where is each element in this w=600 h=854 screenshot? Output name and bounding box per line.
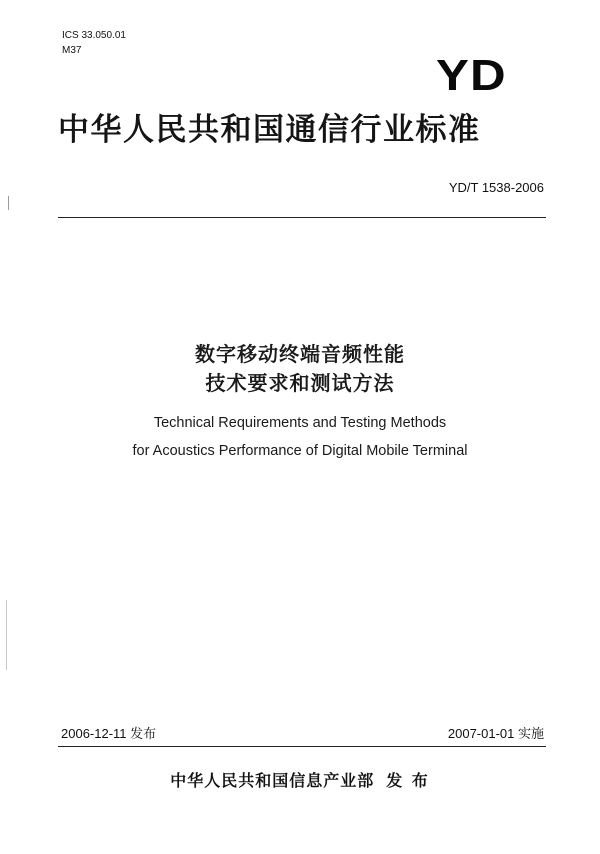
scan-mark-left [8, 196, 9, 210]
document-title-en-line1: Technical Requirements and Testing Methods [153, 415, 447, 431]
top-divider [58, 217, 546, 218]
document-title-cn-line2: 技术要求和测试方法 [205, 371, 395, 395]
standard-number: YD/T 1538-2006 [448, 180, 544, 195]
publisher-name: 中华人民共和国信息产业部 [170, 771, 375, 790]
document-title-cn-line1: 数字移动终端音频性能 [195, 342, 405, 366]
issue-date: 2006-12-11 发布 [61, 726, 157, 741]
ics-code: ICS 33.050.01 [62, 30, 126, 41]
yd-logo: YD [436, 51, 507, 100]
bottom-divider [58, 746, 546, 747]
implementation-date: 2007-01-01 实施 [447, 726, 544, 741]
scan-mark-left-lower [6, 600, 7, 670]
classification-code: M37 [62, 45, 82, 56]
document-title-en-line2: for Acoustics Performance of Digital Mobile Terminal [132, 443, 468, 459]
publisher-line [0, 770, 600, 792]
standard-title: 中华人民共和国通信行业标准 [58, 112, 481, 148]
publish-action: 发 布 [386, 771, 430, 790]
